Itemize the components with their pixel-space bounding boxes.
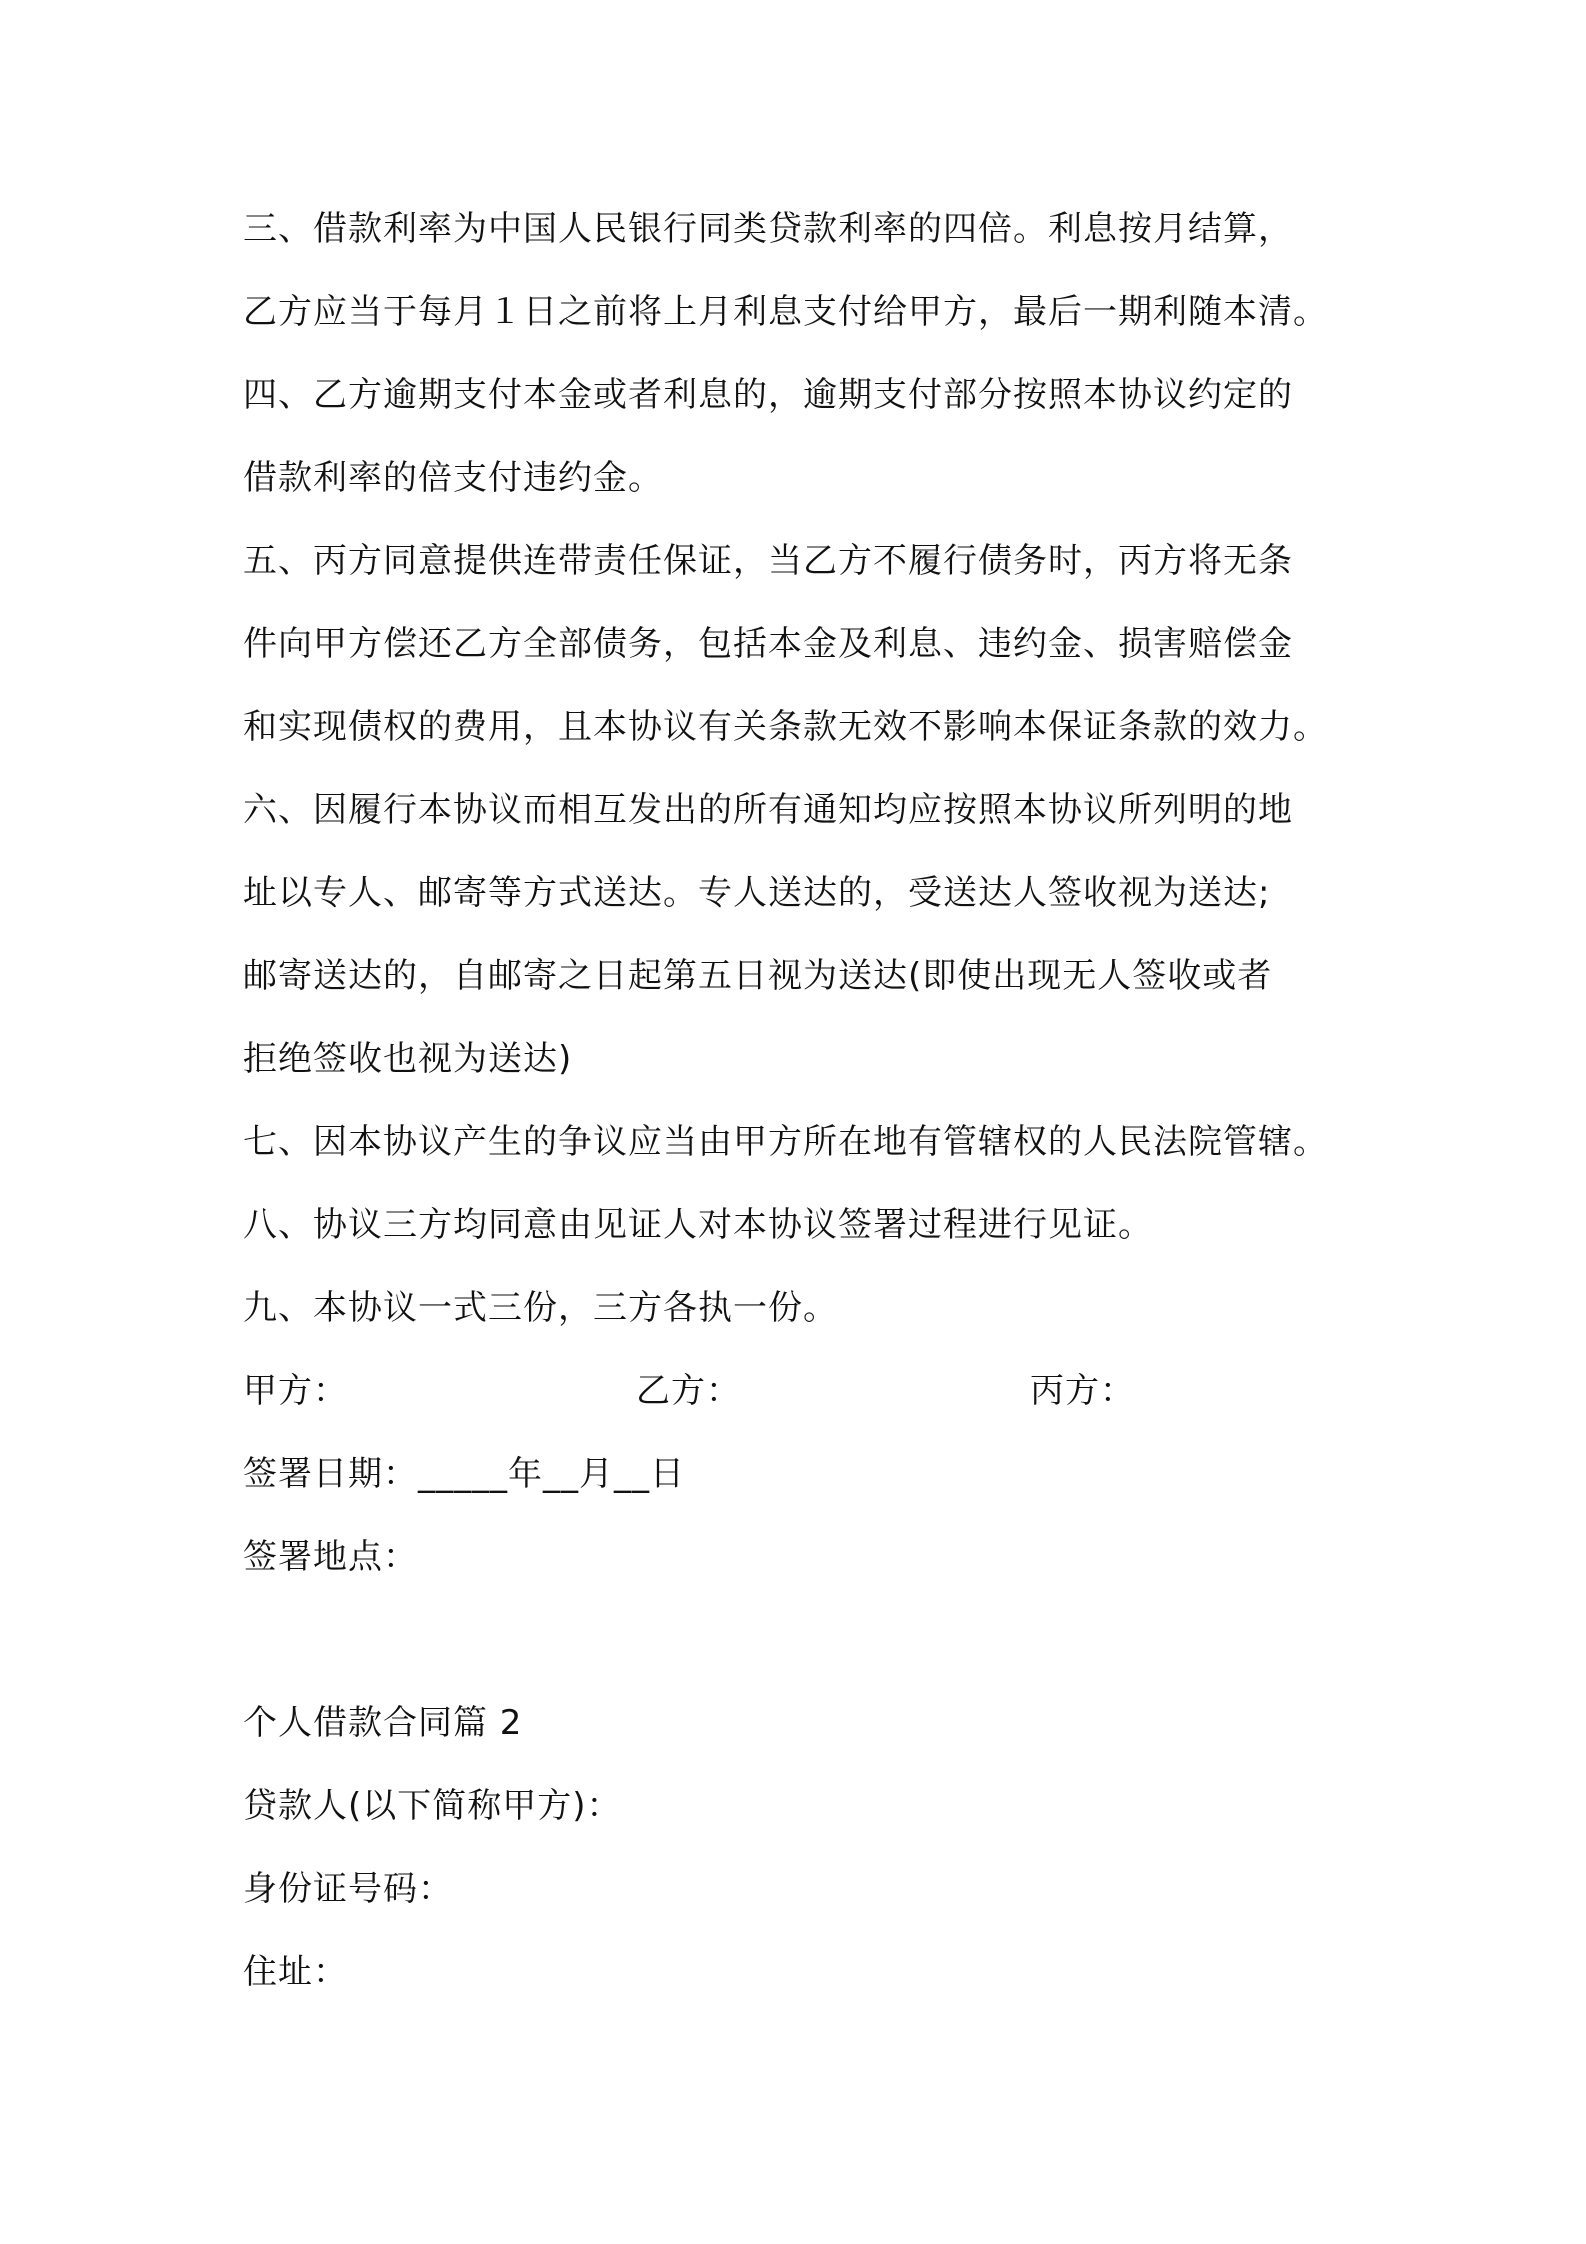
- sign-place: 签署地点：: [243, 1537, 418, 1577]
- clause-6-line-3: 邮寄送达的，自邮寄之日起第五日视为送达(即使出现无人签收或者: [243, 956, 1273, 996]
- party-a-signature: 甲方：: [243, 1371, 348, 1411]
- clause-5-line-3: 和实现债权的费用，且本协议有关条款无效不影响本保证条款的效力。: [243, 707, 1328, 747]
- clause-9: 九、本协议一式三份，三方各执一份。: [243, 1288, 838, 1328]
- clause-7: 七、因本协议产生的争议应当由甲方所在地有管辖权的人民法院管辖。: [243, 1122, 1328, 1162]
- clause-3-line-2: 乙方应当于每月１日之前将上月利息支付给甲方，最后一期利随本清。: [243, 292, 1328, 332]
- section-2-title: 个人借款合同篇 2: [243, 1703, 523, 1743]
- clause-4-line-1: 四、乙方逾期支付本金或者利息的，逾期支付部分按照本协议约定的: [243, 375, 1293, 415]
- clause-5-line-1: 五、丙方同意提供连带责任保证，当乙方不履行债务时，丙方将无条: [243, 541, 1293, 581]
- clause-6-line-2: 址以专人、邮寄等方式送达。专人送达的，受送达人签收视为送达;: [243, 873, 1271, 913]
- signature-row: [243, 1371, 1343, 1411]
- clause-3-line-1: 三、借款利率为中国人民银行同类贷款利率的四倍。利息按月结算，: [243, 209, 1293, 249]
- clause-5-line-2: 件向甲方偿还乙方全部债务，包括本金及利息、违约金、损害赔偿金: [243, 624, 1293, 664]
- party-c-signature: 丙方：: [1030, 1371, 1135, 1411]
- sign-date: 签署日期：_____年__月__日: [243, 1454, 685, 1494]
- clause-4-line-2: 借款利率的倍支付违约金。: [243, 458, 663, 498]
- clause-6-line-1: 六、因履行本协议而相互发出的所有通知均应按照本协议所列明的地: [243, 790, 1293, 830]
- id-number-field: 身份证号码：: [243, 1869, 453, 1909]
- lender-field: 贷款人(以下简称甲方)：: [243, 1786, 622, 1826]
- clause-6-line-4: 拒绝签收也视为送达): [243, 1039, 573, 1079]
- party-b-signature: 乙方：: [636, 1371, 741, 1411]
- clause-8: 八、协议三方均同意由见证人对本协议签署过程进行见证。: [243, 1205, 1153, 1245]
- address-field: 住址：: [243, 1952, 348, 1992]
